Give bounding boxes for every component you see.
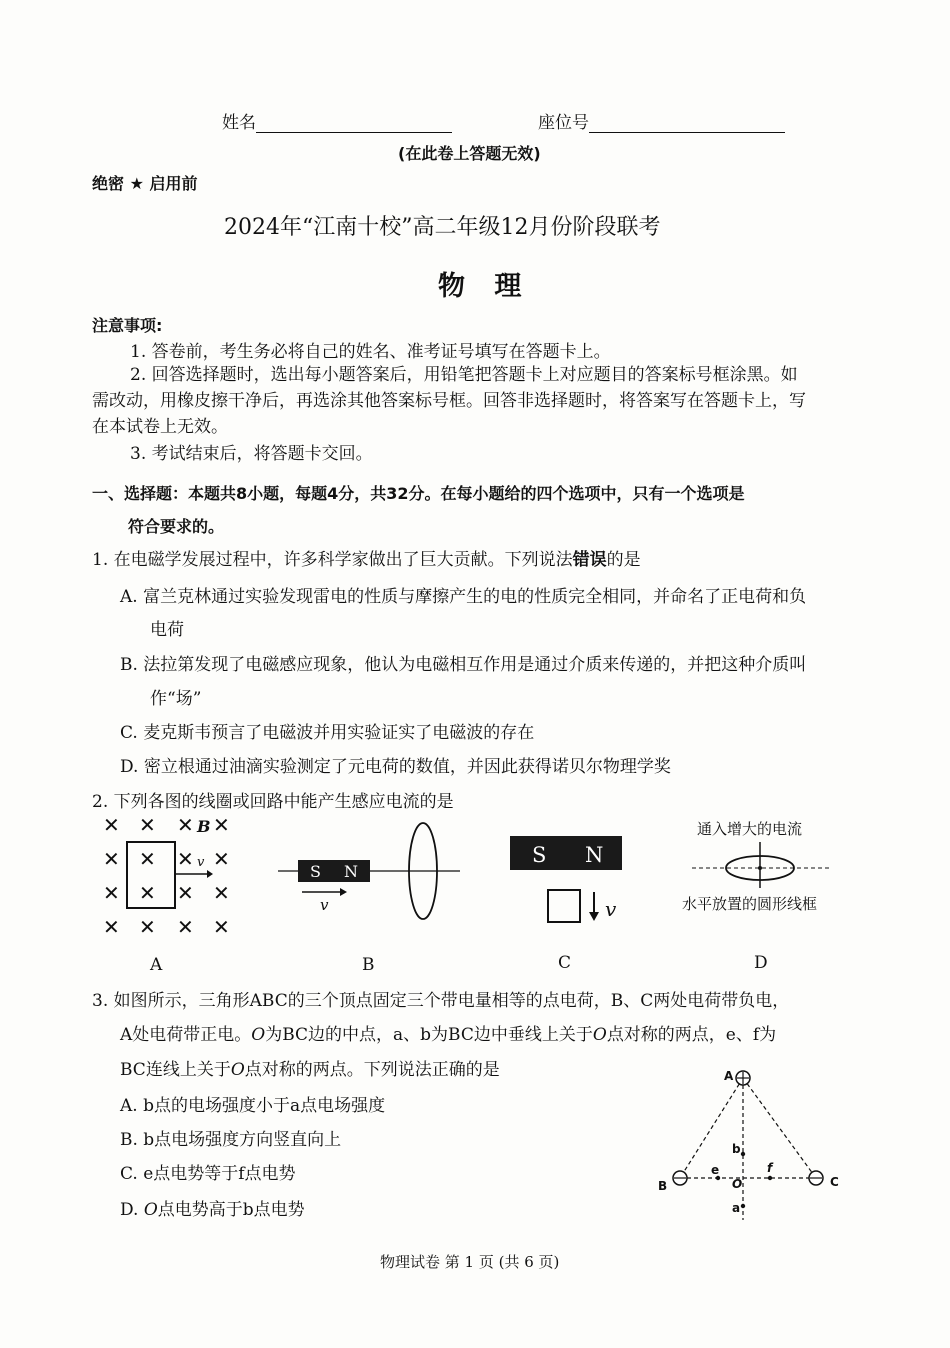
svg-text:✕: ✕ <box>213 847 230 871</box>
velocity-label-c: v <box>605 897 617 921</box>
q1-option-d: D. 密立根通过油滴实验测定了元电荷的数值，并因此获得诺贝尔物理学奖 <box>120 757 671 777</box>
velocity-label-a: v <box>197 855 205 870</box>
label-o: O <box>732 1177 743 1191</box>
center-dot <box>758 866 762 870</box>
point-b <box>741 1152 745 1156</box>
q3-stem-o1: O <box>251 1025 266 1045</box>
label-b-vertex: B <box>658 1179 668 1193</box>
q2-figure-b <box>278 820 478 930</box>
q1-option-c: C. 麦克斯韦预言了电磁波并用实验证实了电磁波的存在 <box>120 723 535 743</box>
q3-option-d <box>120 1195 305 1220</box>
label-b-point: b <box>732 1142 741 1156</box>
label-a-point: a <box>732 1201 741 1215</box>
q3-option-b: B. b点电场强度方向竖直向上 <box>120 1130 342 1150</box>
svg-text:✕: ✕ <box>213 881 230 905</box>
q3-stem-line1: 3. 如图所示，三角形ABC的三个顶点固定三个带电量相等的点电荷，B、C两处电荷带负电， <box>92 991 790 1011</box>
q1-option-b-line1: B. 法拉第发现了电磁感应现象，他认为电磁相互作用是通过介质来传递的，并把这种介质叫 <box>120 655 807 675</box>
q2-d-top-caption: 通入增大的电流 <box>697 820 803 838</box>
q3-stem-2a: A处电荷带正电。 <box>120 1025 252 1045</box>
label-a-vertex: A <box>724 1069 734 1083</box>
name-field <box>222 108 452 133</box>
svg-text:✕: ✕ <box>213 813 230 837</box>
page-footer: 物理试卷 第 1 页 (共 6 页) <box>380 1253 560 1271</box>
name-label: 姓名 <box>222 113 256 133</box>
q2-d-bottom-caption: 水平放置的圆形线框 <box>682 895 818 913</box>
q3-triangle-figure <box>650 1060 860 1225</box>
label-f-point: f <box>767 1161 773 1175</box>
q2-figure-a <box>95 810 245 940</box>
q1-option-a-line2: 电荷 <box>150 620 184 640</box>
seat-blank <box>589 114 785 133</box>
coil-velocity-arrowhead <box>589 912 599 921</box>
svg-text:✕: ✕ <box>103 813 120 837</box>
svg-text:✕: ✕ <box>103 847 120 871</box>
note-2-line3: 在本试卷上无效。 <box>92 417 228 437</box>
exam-title: 2024年“江南十校”高二年级12月份阶段联考 <box>224 215 661 240</box>
q3-stem-line2 <box>120 1020 776 1045</box>
velocity-arrowhead <box>207 870 213 878</box>
svg-text:✕: ✕ <box>103 881 120 905</box>
svg-text:✕: ✕ <box>139 813 156 837</box>
magnet-c-n-label: N <box>585 843 604 867</box>
svg-text:✕: ✕ <box>139 847 156 871</box>
section1-line1: 一、选择题：本题共8小题，每题4分，共32分。在每小题给的四个选项中，只有一个选项是 <box>92 484 745 503</box>
note-2-line1: 2. 回答选择题时，选出每小题答案后，用铅笔把答题卡上对应题目的答案标号框涂黑。如 <box>130 365 798 385</box>
q3-stem-2b: 为BC边的中点，a、b为BC边中垂线上关于 <box>265 1025 593 1045</box>
q1-stem-b: 的是 <box>606 550 641 570</box>
q3-stem-3a: BC连线上关于 <box>120 1060 231 1080</box>
point-f <box>768 1176 772 1180</box>
note-1: 1. 答卷前，考生务必将自己的姓名、准考证号填写在答题卡上。 <box>130 342 611 362</box>
q3-stem-o2: O <box>592 1025 607 1045</box>
magnet-n-label: N <box>344 862 358 881</box>
q1-stem-a: 1. 在电磁学发展过程中，许多科学家做出了巨大贡献。下列说法 <box>92 550 573 570</box>
invalid-note: (在此卷上答题无效) <box>398 144 541 163</box>
magnet-c-s-label: S <box>532 843 547 867</box>
q3-option-a: A. b点的电场强度小于a点电场强度 <box>120 1096 386 1116</box>
svg-text:✕: ✕ <box>177 915 194 939</box>
svg-text:✕: ✕ <box>177 847 194 871</box>
triangle-edges <box>680 1078 816 1220</box>
q2-label-b: B <box>362 955 375 975</box>
q3-stem-3b: 点对称的两点。下列说法正确的是 <box>244 1060 500 1080</box>
q1-stem-bold: 错误 <box>572 550 607 570</box>
q3-option-d-prefix: D. <box>120 1200 139 1220</box>
q2-label-c: C <box>558 953 572 973</box>
svg-text:✕: ✕ <box>213 915 230 939</box>
q1-stem <box>92 545 641 570</box>
svg-text:✕: ✕ <box>139 915 156 939</box>
q2-figure-d <box>690 842 840 892</box>
bar-magnet <box>298 860 370 882</box>
q3-option-c: C. e点电势等于f点电势 <box>120 1164 296 1184</box>
secret-mark: 绝密 ★ 启用前 <box>92 174 198 193</box>
q1-option-b-line2: 作“场” <box>150 689 202 709</box>
q3-option-d-text: 点电势高于b点电势 <box>157 1200 305 1220</box>
q3-stem-line3 <box>120 1055 500 1080</box>
square-coil <box>548 890 580 922</box>
subject-title: 物 理 <box>438 271 532 302</box>
svg-text:✕: ✕ <box>139 881 156 905</box>
seat-field <box>538 108 785 133</box>
q2-stem: 2. 下列各图的线圈或回路中能产生感应电流的是 <box>92 792 454 812</box>
velocity-label-b: v <box>320 896 329 914</box>
bar-magnet-c <box>510 836 622 870</box>
notes-title: 注意事项: <box>92 316 163 335</box>
field-b-label: B <box>197 817 211 836</box>
svg-text:✕: ✕ <box>177 813 194 837</box>
point-a <box>741 1204 745 1208</box>
q3-option-d-o: O <box>143 1200 158 1220</box>
magnet-s-label: S <box>310 862 321 881</box>
q1-option-a-line1: A. 富兰克林通过实验发现雷电的性质与摩擦产生的电的性质完全相同，并命名了正电荷和负 <box>120 587 807 607</box>
label-e-point: e <box>711 1163 720 1177</box>
magnet-velocity-arrowhead <box>340 888 347 896</box>
magnetic-field-crosses <box>103 813 230 939</box>
svg-text:✕: ✕ <box>103 915 120 939</box>
label-c-vertex: C <box>830 1175 839 1189</box>
q3-stem-2c: 点对称的两点，e、f为 <box>606 1025 777 1045</box>
q2-figure-c <box>508 832 638 932</box>
svg-text:✕: ✕ <box>177 881 194 905</box>
q3-stem-o3: O <box>230 1060 245 1080</box>
q2-label-a: A <box>150 955 163 975</box>
note-3: 3. 考试结束后，将答题卡交回。 <box>130 444 373 464</box>
seat-label: 座位号 <box>538 113 589 133</box>
q2-label-d: D <box>754 953 768 973</box>
note-2-line2: 需改动，用橡皮擦干净后，再选涂其他答案标号框。回答非选择题时，将答案写在答题卡上，写 <box>92 391 806 411</box>
name-blank <box>256 114 452 133</box>
section1-line2: 符合要求的。 <box>128 517 225 536</box>
